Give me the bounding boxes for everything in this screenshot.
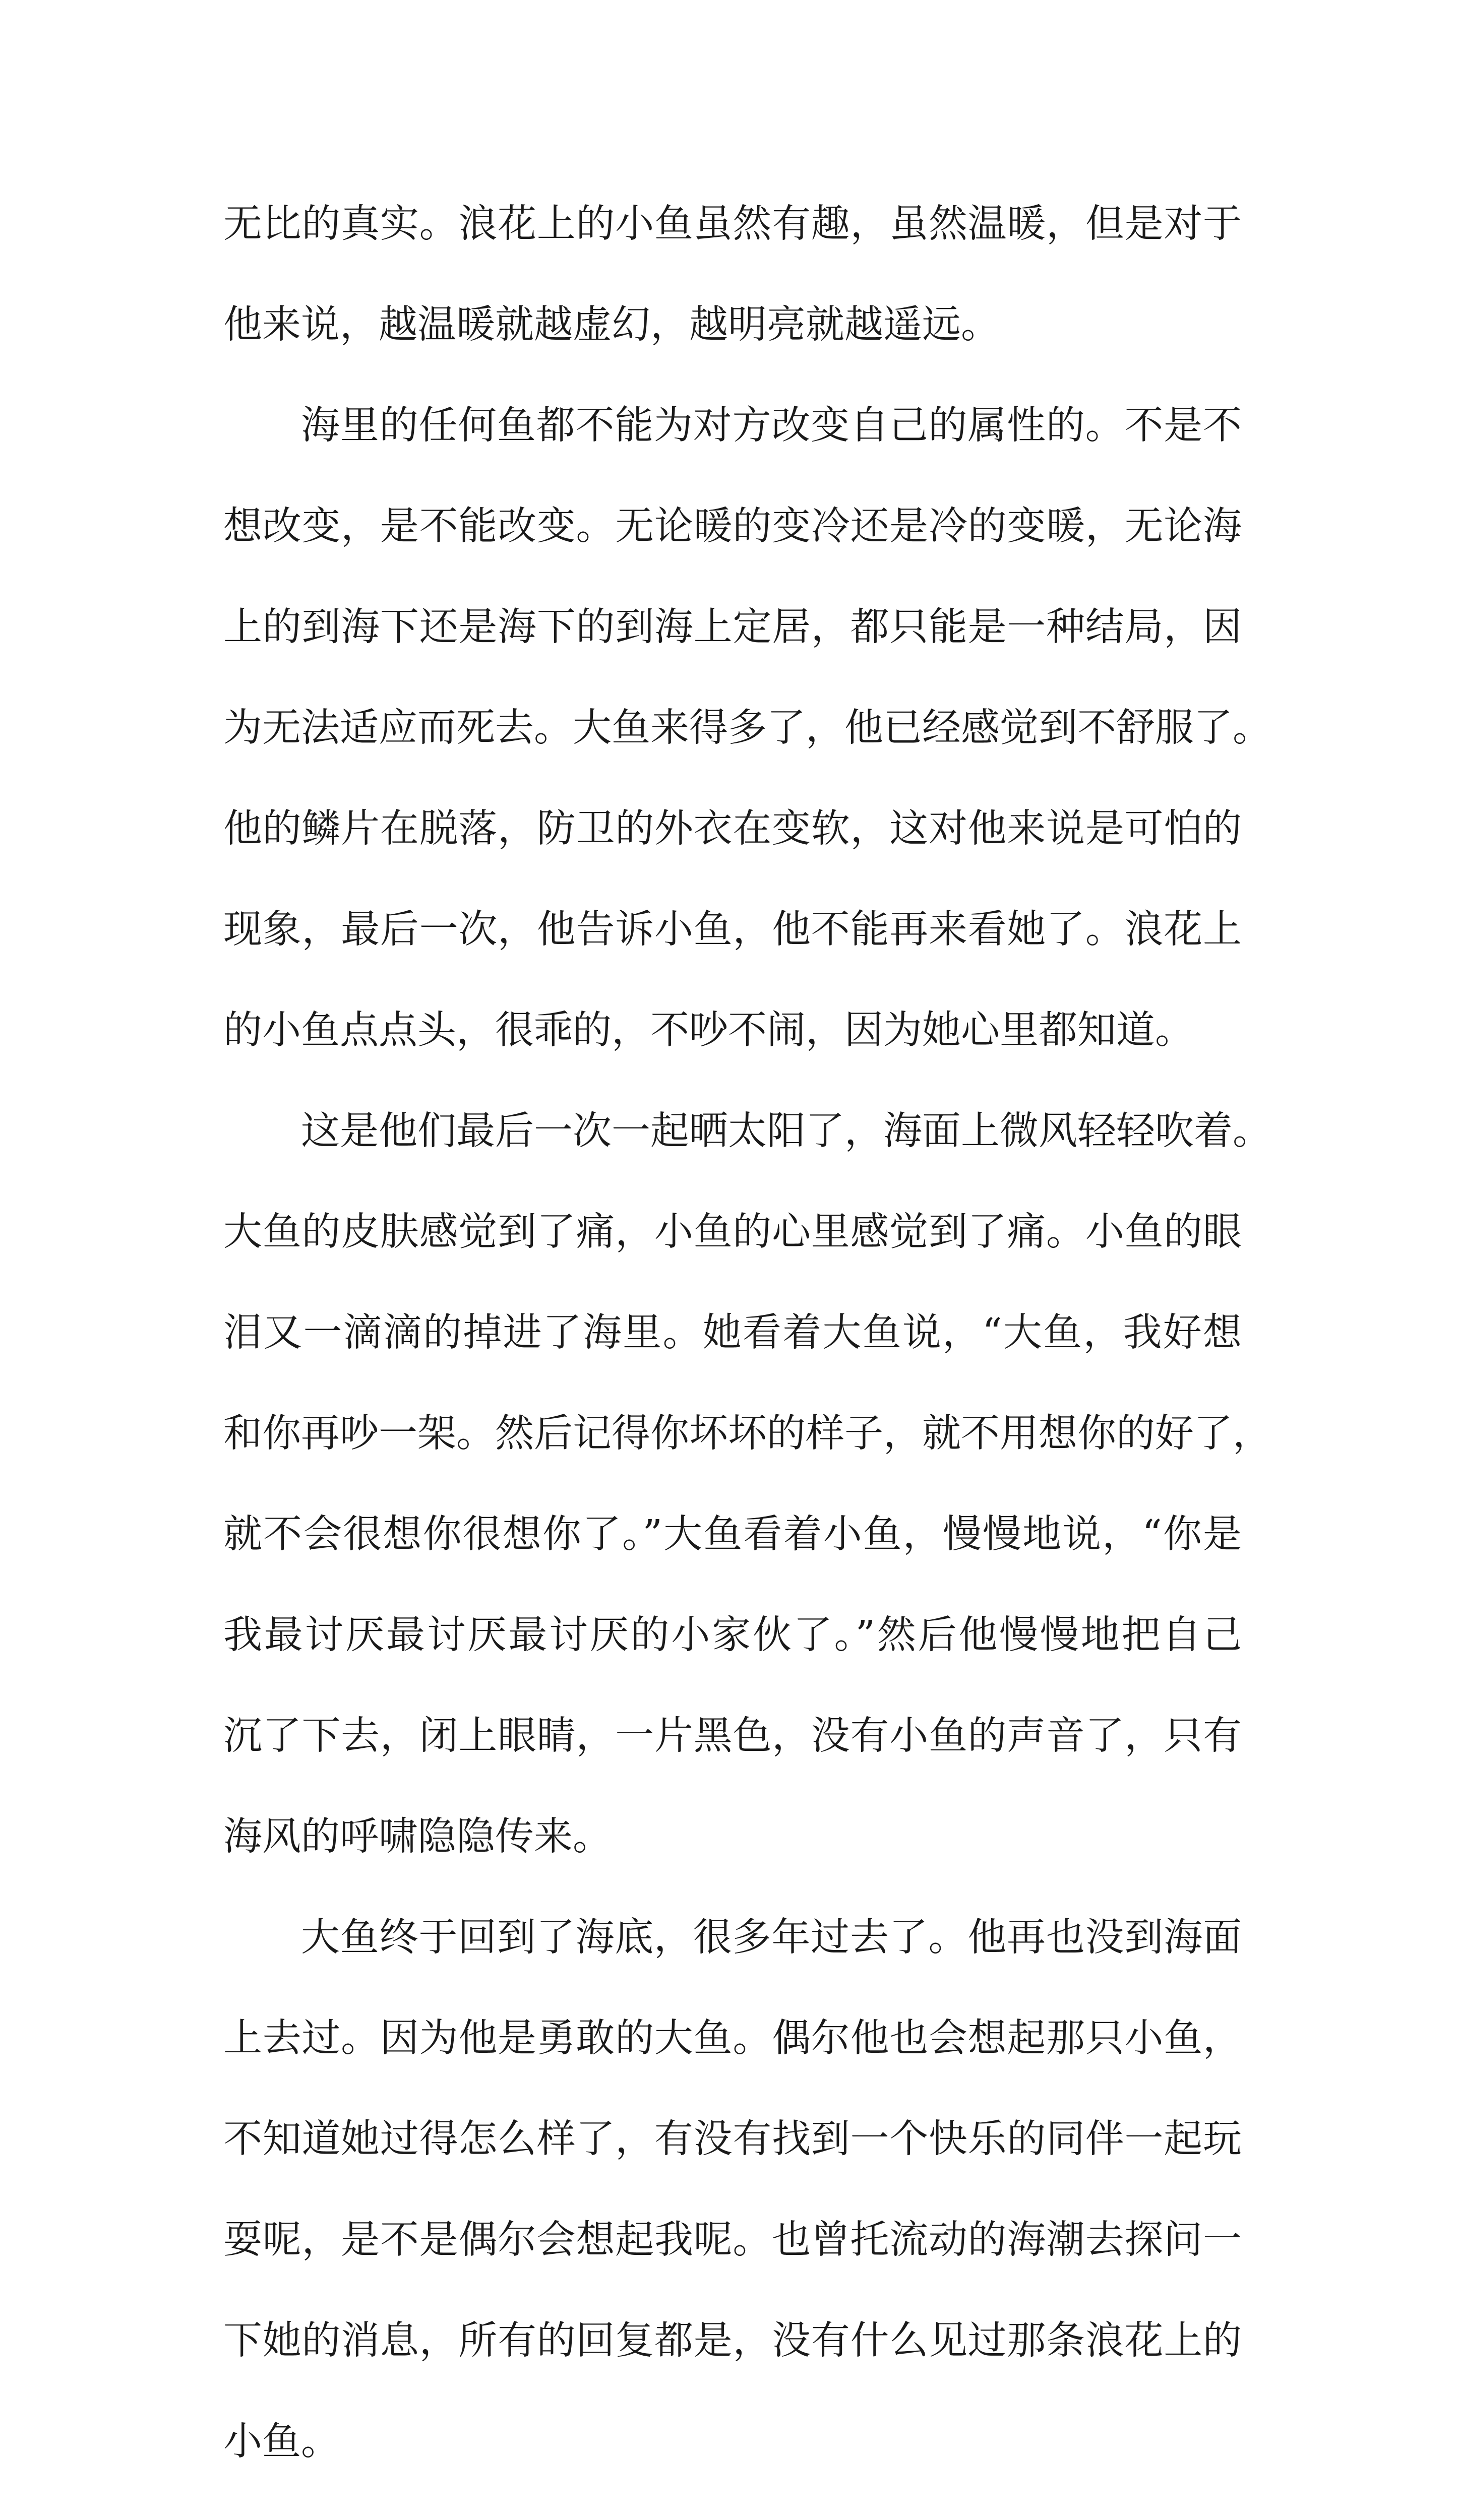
text-line: 为无法适应而死去。大鱼来得多了，他已经感觉到不舒服了。 (223, 706, 1271, 750)
text-line: 海风的呼啸隐隐传来。 (223, 1814, 612, 1859)
text-line: 上的到海下还是海下的到海上定居，都只能是一种结局，因 (223, 605, 1242, 650)
text-line: 大鱼的皮肤感觉到了痛，小鱼的心里感觉到了痛。小鱼的眼 (223, 1210, 1242, 1254)
text-line: 我最讨厌最讨厌最讨厌的小家伙了。”然后他慢慢地把自己 (223, 1613, 1242, 1658)
text-line: 无比的真实。浪花上的小鱼虽然有趣，虽然温暖，但是对于 (223, 202, 1242, 246)
text-line: 就不会很想你很想你了。”大鱼看着小鱼，慢慢地说，“你是 (223, 1512, 1242, 1557)
text-line: 的小鱼点点头，很乖的，不吵不闹，因为她心里都知道。 (223, 1008, 1194, 1053)
text-line: 这是他们最后一次一起晒太阳了，海面上微风轻轻吹着。 (301, 1109, 1271, 1154)
text-line: 想改变，是不能改变。无论暖的变冷还是冷的变暖，无论海 (223, 504, 1242, 549)
text-line: 海里的任何鱼都不能为对方改变自己的属性的。不是不 (301, 403, 1242, 448)
text-line: 和你再吵一架。然后记得你坏坏的样子，就不用想你的好了， (223, 1411, 1271, 1456)
text-line: 他的鳞片在脱落，防卫的外衣在变软，这对他来说是可怕的 (223, 806, 1242, 851)
body-text (223, 174, 1271, 2520)
text-line: 小鱼。 (223, 2419, 340, 2464)
text-line: 上去过。因为他是勇敢的大鱼。偶尔他也会想起那只小鱼， (223, 2016, 1242, 2061)
text-line: 耍呢，是不是偶尔会想起我呢。也曾托流动的海潮去探问一 (223, 2218, 1242, 2262)
text-line: 他来说，越温暖就越虚幻，越明亮就越遥远。 (223, 302, 1000, 347)
text-line (223, 2492, 1242, 2520)
text-line: 泪又一滴滴的掉进了海里。她看着大鱼说，“大鱼，我好想 (223, 1310, 1242, 1355)
text-line: 不知道她过得怎么样了，有没有找到一个快乐的同伴一起玩 (223, 2117, 1242, 2162)
text-line: 沉了下去，闭上眼睛，一片黑色，没有小鱼的声音了，只有 (223, 1714, 1242, 1758)
text-line: 大鱼终于回到了海底，很多年过去了。他再也没到海面 (301, 1915, 1242, 1960)
text-line: 下她的消息，所有的回复都是，没有什么见过那条浪花上的 (223, 2318, 1242, 2363)
text-line: 现象，最后一次，他告诉小鱼，他不能再来看她了。浪花上 (223, 907, 1242, 952)
